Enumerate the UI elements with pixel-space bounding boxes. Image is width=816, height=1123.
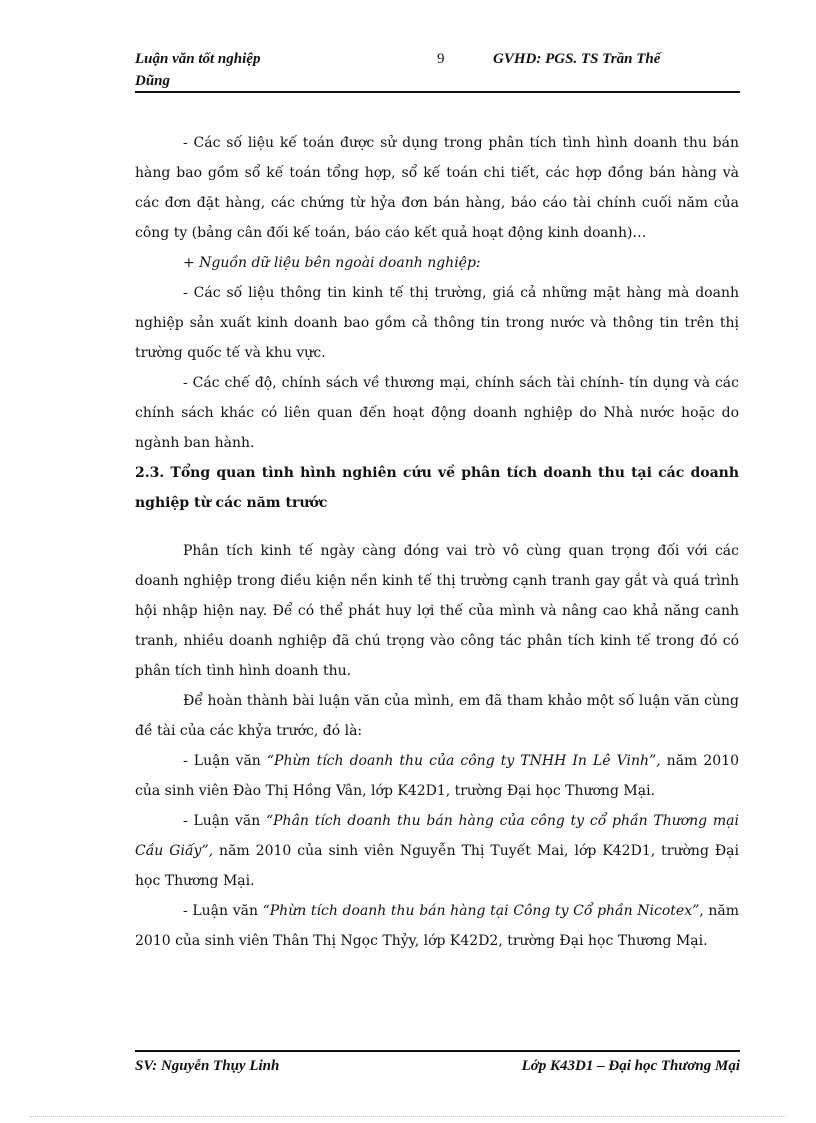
reference-prefix: - Luận văn xyxy=(183,903,263,919)
reference-item xyxy=(135,806,739,896)
section-heading: 2.3. Tổng quan tình hình nghiên cứu về phân tích doanh thu tại các doanh nghiệp từ các năm trước xyxy=(135,465,739,511)
header-advisor: GVHD: PGS. TS Trần Thế xyxy=(493,51,661,67)
page-header xyxy=(135,48,740,94)
header-title-line1: Luận văn tốt nghiệp xyxy=(135,51,261,67)
header-rule xyxy=(135,91,740,93)
footer-student: SV: Nguyễn Thụy Linh xyxy=(135,1058,280,1074)
page-edge-rule xyxy=(30,1116,786,1117)
document-body xyxy=(135,128,739,956)
footer-class: Lớp K43D1 – Đại học Thương Mại xyxy=(521,1058,740,1074)
paragraph: - Các chế độ, chính sách về thương mại, chính sách tài chính- tín dụng và các chính sách khác có liên quan đến hoạt động doanh nghiệp do Nhà nước hoặc do ngành ban hành. xyxy=(135,375,739,451)
reference-prefix: - Luận văn xyxy=(183,813,266,829)
header-title-line2: Dũng xyxy=(135,73,171,89)
reference-details: năm 2010 của sinh viên Nguyễn Thị Tuyết Mai, lớp K42D1, trường Đại học Thương Mại. xyxy=(135,843,740,889)
reference-details: năm 2010 của sinh viên Thân Thị Ngọc Thỷy, lớp K42D2, trường Đại học Thương Mại. xyxy=(135,903,739,949)
paragraph: Để hoàn thành bài luận văn của mình, em đã tham khảo một số luận văn cùng đề tài của các khỷa trước, đó là: xyxy=(135,693,739,739)
reference-item xyxy=(135,746,739,806)
reference-title: “Phừn tích doanh thu của công ty TNHH In Lê Vinh”, xyxy=(266,753,661,769)
reference-title: “Phân tích doanh thu bán hàng của công ty cổ phần Thương mại Cầu Giấy”, xyxy=(135,813,740,859)
paragraph: - Các số liệu thông tin kinh tế thị trường, giá cả những mặt hàng mà doanh nghiệp sản xuất kinh doanh bao gồm cả thông tin trong nước và thông tin trên thị trường quốc tế và khu vực. xyxy=(135,285,739,361)
page-number: 9 xyxy=(437,51,445,67)
reference-prefix: - Luận văn xyxy=(183,753,267,769)
paragraph: Phân tích kinh tế ngày càng đóng vai trò vô cùng quan trọng đối với các doanh nghiệp trong điều kiện nền kinh tế thị trường cạnh tranh gay gắt và quá trình hội nhập hiện nay. Để có thể phát huy lợi thế của mình và nâng cao khả năng canh tranh, nhiều doanh nghiệp đã chú trọng vào công tác phân tích kinh tế trong đó có phân tích tình hình doanh thu. xyxy=(135,543,739,679)
paragraph: - Các số liệu kế toán được sử dụng trong phân tích tình hình doanh thu bán hàng bao gồm sổ kế toán tổng hợp, sổ kế toán chi tiết, các hợp đồng bán hàng và các đơn đặt hàng, các chứng từ hỷa đơn bán hàng, báo cáo tài chính cuối năm của công ty (bảng cân đối kế toán, báo cáo kết quả hoạt động kinh doanh)… xyxy=(135,135,739,241)
reference-title: “Phừn tích doanh thu bán hàng tại Công ty Cổ phần Nicotex”, xyxy=(262,903,704,919)
footer-rule xyxy=(135,1050,740,1052)
header-thesis-title xyxy=(135,48,305,92)
paragraph-subheading: + Nguồn dữ liệu bên ngoài doanh nghiệp: xyxy=(183,255,481,271)
reference-details: năm 2010 của sinh viên Đào Thị Hồng Vân, lớp K42D1, trường Đại học Thương Mại. xyxy=(135,753,740,799)
reference-item xyxy=(135,896,739,956)
